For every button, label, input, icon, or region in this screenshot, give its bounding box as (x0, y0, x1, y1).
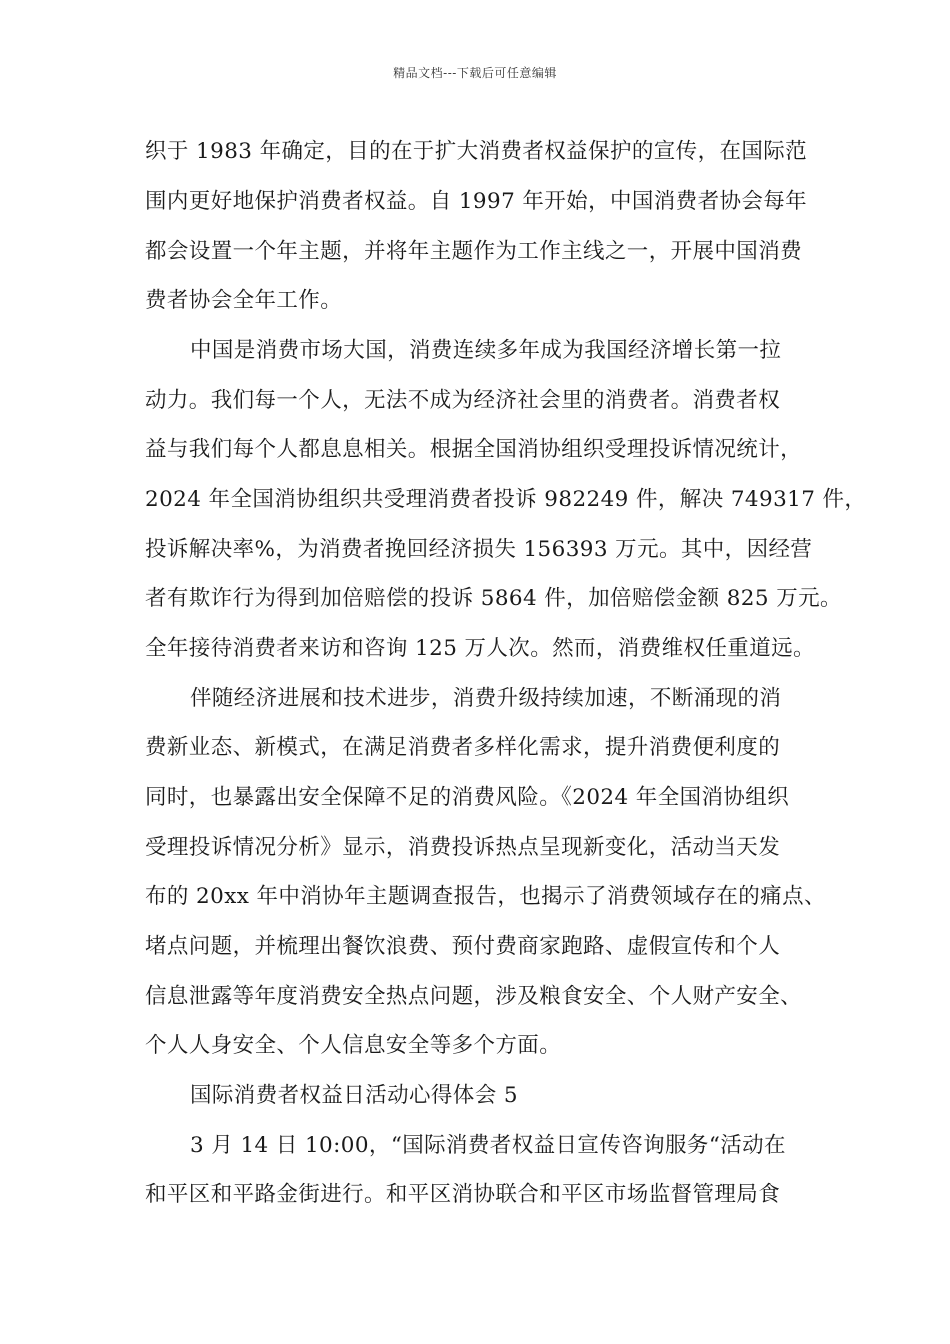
paragraph-line: 费者协会全年工作。 (145, 288, 343, 313)
paragraph-line: 信息泄露等年度消费安全热点问题，涉及粮食安全、个人财产安全、 (145, 984, 803, 1009)
paragraph-line: 布的 20xx 年中消协年主题调查报告，也揭示了消费领域存在的痛点、 (145, 884, 826, 909)
paragraph-line: 全年接待消费者来访和咨询 125 万人次。然而，消费维权任重道远。 (145, 636, 815, 661)
paragraph-line: 受理投诉情况分析》显示，消费投诉热点呈现新变化，活动当天发 (145, 835, 781, 860)
page-header: 精品文档---下载后可任意编辑 (393, 66, 557, 80)
paragraph-line: 个人人身安全、个人信息安全等多个方面。 (145, 1033, 562, 1058)
paragraph-line: 中国是消费市场大国，消费连续多年成为我国经济增长第一拉 (190, 338, 782, 363)
paragraph-line: 围内更好地保护消费者权益。自 1997 年开始，中国消费者协会每年 (145, 189, 808, 214)
paragraph-line: 同时，也暴露出安全保障不足的消费风险。《2024 年全国消协组织 (145, 785, 790, 810)
paragraph-line: 和平区和平路金街进行。和平区消协联合和平区市场监督管理局食 (145, 1182, 781, 1207)
paragraph-line: 2024 年全国消协组织共受理消费者投诉 982249 件，解决 749317 件， (145, 487, 867, 512)
paragraph-line: 都会设置一个年主题，并将年主题作为工作主线之一，开展中国消费 (145, 239, 803, 264)
paragraph-line: 织于 1983 年确定，目的在于扩大消费者权益保护的宣传，在国际范 (145, 139, 808, 164)
section-heading: 国际消费者权益日活动心得体会 5 (190, 1083, 518, 1108)
paragraph-line: 投诉解决率%，为消费者挽回经济损失 156393 万元。其中，因经营 (145, 537, 813, 562)
paragraph-line: 伴随经济进展和技术进步，消费升级持续加速，不断涌现的消 (190, 686, 782, 711)
paragraph-line: 者有欺诈行为得到加倍赔偿的投诉 5864 件，加倍赔偿金额 825 万元。 (145, 586, 842, 611)
paragraph-line: 动力。我们每一个人，无法不成为经济社会里的消费者。消费者权 (145, 388, 781, 413)
paragraph-line: 益与我们每个人都息息相关。根据全国消协组织受理投诉情况统计， (145, 437, 803, 462)
paragraph-line: 费新业态、新模式，在满足消费者多样化需求，提升消费便利度的 (145, 735, 781, 760)
paragraph-line: 堵点问题，并梳理出餐饮浪费、预付费商家跑路、虚假宣传和个人 (145, 934, 781, 959)
paragraph-line: 3 月 14 日 10:00，“国际消费者权益日宣传咨询服务“活动在 (190, 1133, 786, 1158)
